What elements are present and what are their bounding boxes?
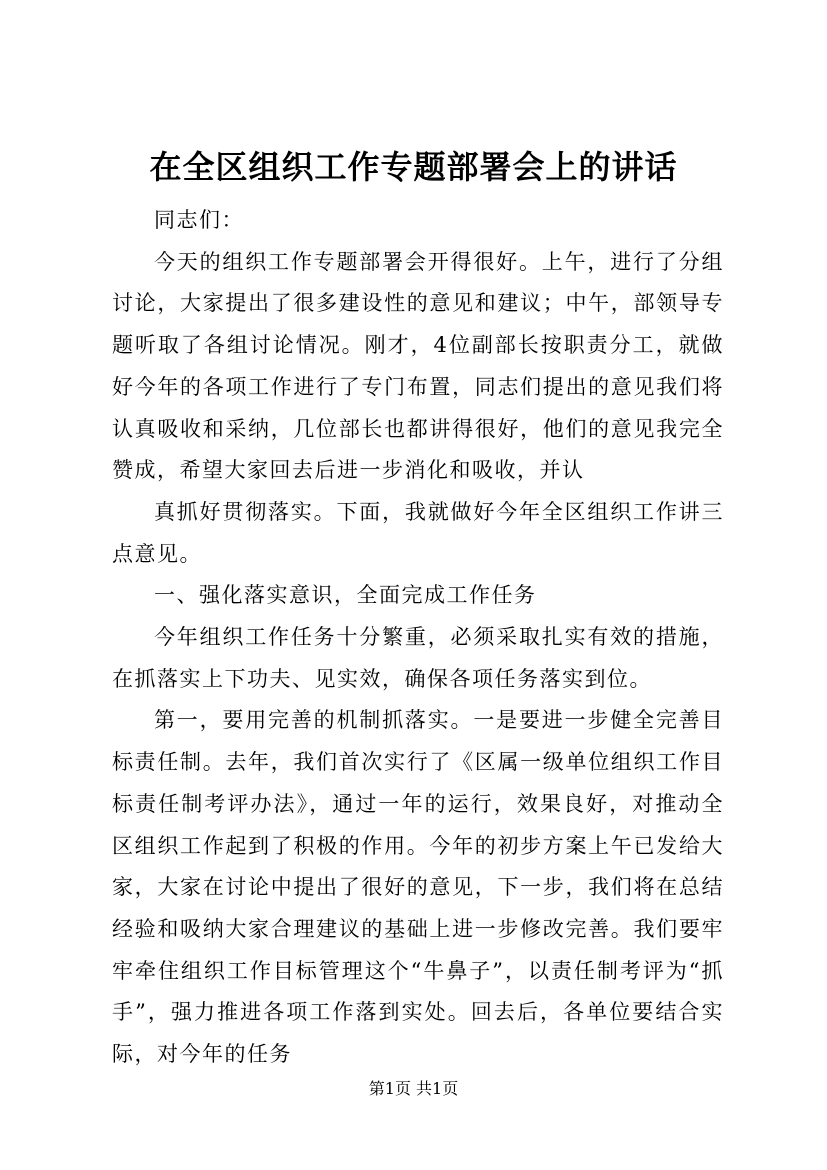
salutation: 同志们： bbox=[154, 208, 244, 232]
document-title: 在全区组织工作专题部署会上的讲话 bbox=[149, 148, 678, 186]
paragraph-mechanism: 第一，要用完善的机制抓落实。一是要进一步健全完善目标责任制。去年，我们首次实行了《区属一级单位组织工作目标责任制考评办法》，通过一年的运行，效果良好，对推动全区组织工作起到了积极的作用。今年的初步方案上午已发给大家，大家在讨论中提出了很好的意见，下一步，我们将在总结经验和吸纳大家合理建议的基础上进一步修改完善。我们要牢牢牵住组织工作目标管理这个“牛鼻子”，以责任制考评为“抓手”，强力推进各项工作落到实处。回去后，各单位要结合实际，对今年的任务 bbox=[112, 708, 724, 1067]
document-body bbox=[112, 200, 724, 1076]
section-heading: 一、强化落实意识，全面完成工作任务 bbox=[154, 583, 537, 608]
paragraph-section-intro: 今年组织工作任务十分繁重，必须采取扎实有效的措施，在抓落实上下功夫、见实效，确保各项任务落实到位。 bbox=[112, 625, 724, 691]
paragraph-continuation: 真抓好贯彻落实。下面，我就做好今年全区组织工作讲三点意见。 bbox=[112, 499, 724, 566]
page-footer: 第1页 共1页 bbox=[368, 1079, 459, 1098]
paragraph-opening: 今天的组织工作专题部署会开得很好。上午，进行了分组讨论，大家提出了很多建设性的意见和建议；中午，部领导专题听取了各组讨论情况。刚才，4位副部长按职责分工，就做好今年的各项工作进行了专门布置，同志们提出的意见我们将认真吸收和采纳，几位部长也都讲得很好，他们的意见我完全赞成，希望大家回去后进一步消化和吸收，并认 bbox=[112, 249, 724, 483]
